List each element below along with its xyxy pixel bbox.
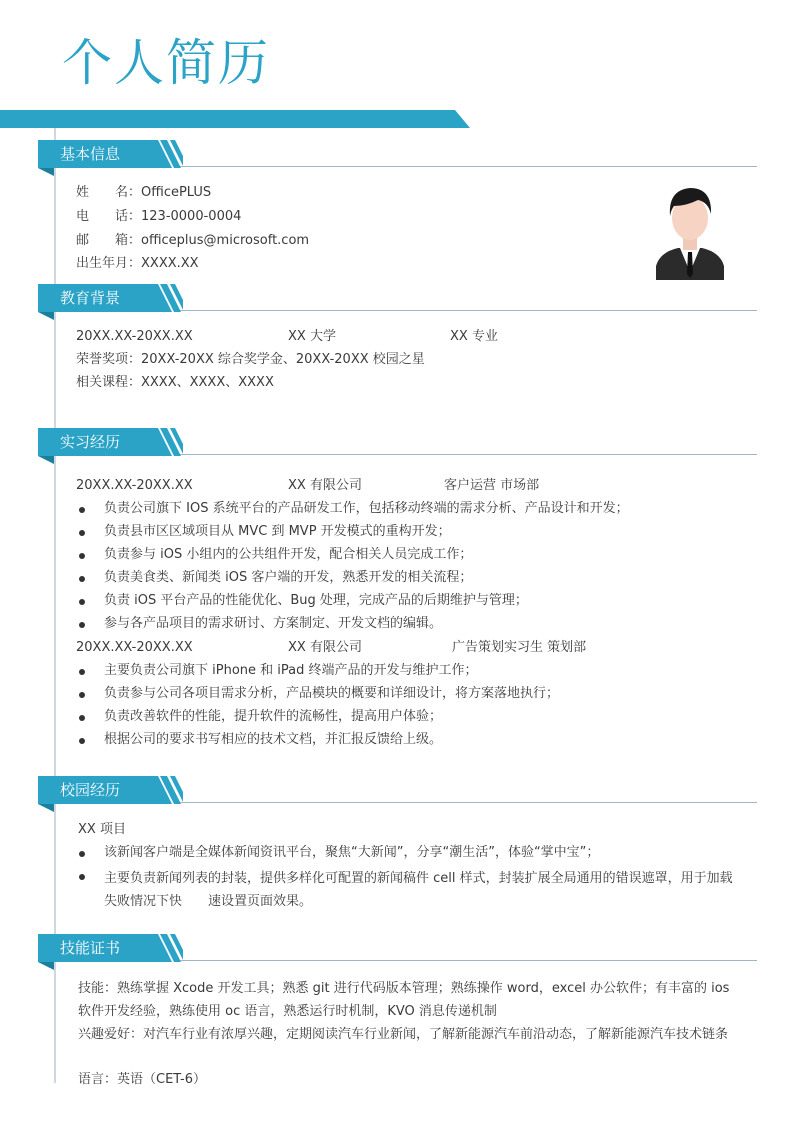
bullet-dot <box>79 692 85 698</box>
job2-period: 20XX.XX-20XX.XX <box>76 640 193 655</box>
section-rule <box>180 960 757 961</box>
job2-role: 广告策划实习生 策划部 <box>452 640 587 655</box>
list-item: 负责参与 iOS 小组内的公共组件开发，配合相关人员完成工作； <box>104 547 473 562</box>
email-row <box>76 232 309 250</box>
bullet-dot <box>79 507 85 513</box>
phone-value: 123-0000-0004 <box>141 209 242 224</box>
skills-tech: 技能：熟练掌握 Xcode 开发工具；熟悉 git 进行代码版本管理；熟练操作 word，excel 办公软件；有丰富的 ios 软件开发经验，熟练使用 oc 语言，熟悉运行时机制，KVO 消息传递机制 <box>78 981 730 1019</box>
name-label: 姓 名： <box>76 185 142 200</box>
birth-label: 出生年月： <box>76 256 142 271</box>
bullet-dot <box>79 738 85 744</box>
edu-major: XX 专业 <box>450 329 498 344</box>
section-header-skills <box>38 934 183 962</box>
page-title: 个人简历 <box>62 34 270 92</box>
phone-row <box>76 208 241 226</box>
birth-value: XXXX.XX <box>141 256 199 271</box>
name-row <box>76 184 211 202</box>
section-rule <box>180 454 757 455</box>
list-item: 负责 iOS 平台产品的性能优化、Bug 处理，完成产品的后期维护与管理； <box>104 593 528 608</box>
name-value: OfficePLUS <box>141 185 212 200</box>
job2-company: XX 有限公司 <box>288 640 362 655</box>
bullet-dot <box>79 553 85 559</box>
email-value: officeplus@microsoft.com <box>141 233 310 248</box>
section-title-campus: 校园经历 <box>60 781 121 799</box>
bullet-dot <box>79 530 85 536</box>
section-title-skills: 技能证书 <box>60 939 121 957</box>
section-rule <box>180 166 757 167</box>
list-item: 负责美食类、新闻类 iOS 客户端的开发，熟悉开发的相关流程； <box>104 570 473 585</box>
list-item: 负责改善软件的性能，提升软件的流畅性，提高用户体验； <box>104 709 443 724</box>
section-header-campus <box>38 776 183 804</box>
skills-hobby: 兴趣爱好：对汽车行业有浓厚兴趣，定期阅读汽车行业新闻，了解新能源汽车前沿动态，了解新能源汽车技术链条 <box>78 1027 729 1042</box>
section-title-internship: 实习经历 <box>60 433 121 451</box>
section-title-education: 教育背景 <box>60 289 121 307</box>
bullet-dot <box>79 622 85 628</box>
birth-row <box>76 255 199 273</box>
list-item: 根据公司的要求书写相应的技术文档，并汇报反馈给上级。 <box>104 732 443 747</box>
job1-company: XX 有限公司 <box>288 478 362 493</box>
list-item: 参与各产品项目的需求研讨、方案制定、开发文档的编辑。 <box>104 616 443 631</box>
bullet-dot <box>79 874 85 880</box>
list-item: 该新闻客户端是全媒体新闻资讯平台，聚焦“大新闻”，分享“潮生活”，体验“掌中宝”； <box>104 845 600 860</box>
section-header-internship <box>38 428 183 456</box>
list-item: 负责公司旗下 IOS 系统平台的产品研发工作，包括移动终端的需求分析、产品设计和开发； <box>104 501 629 516</box>
email-label: 邮 箱： <box>76 233 142 248</box>
bullet-dot <box>79 576 85 582</box>
list-item: 主要负责公司旗下 iPhone 和 iPad 终端产品的开发与维护工作； <box>104 663 478 678</box>
job1-role: 客户运营 市场部 <box>444 478 540 493</box>
section-title-basic: 基本信息 <box>60 145 121 163</box>
campus-project: XX 项目 <box>78 822 126 837</box>
phone-label: 电 话： <box>76 209 142 224</box>
edu-period: 20XX.XX-20XX.XX <box>76 329 193 344</box>
section-header-education <box>38 284 183 312</box>
avatar <box>650 176 730 280</box>
skills-language: 语言：英语（CET-6） <box>78 1072 207 1087</box>
bullet-dot <box>79 599 85 605</box>
bullet-dot <box>79 851 85 857</box>
list-item: 主要负责新闻列表的封装，提供多样化可配置的新闻稿件 cell 样式，封装扩展全局通用的错误遮罩，用于加载失败情况下快 速设置页面效果。 <box>104 871 733 909</box>
job1-period: 20XX.XX-20XX.XX <box>76 478 193 493</box>
section-rule <box>180 802 757 803</box>
bullet-dot <box>79 715 85 721</box>
bullet-dot <box>79 669 85 675</box>
edu-courses: 相关课程：XXXX、XXXX、XXXX <box>76 375 274 390</box>
header-band <box>0 110 470 128</box>
edu-school: XX 大学 <box>288 329 336 344</box>
section-header-basic <box>38 140 183 168</box>
list-item: 负责县市区区域项目从 MVC 到 MVP 开发模式的重构开发； <box>104 524 451 539</box>
edu-honors: 荣誉奖项：20XX-20XX 综合奖学金、20XX-20XX 校园之星 <box>76 352 425 367</box>
list-item: 负责参与公司各项目需求分析，产品模块的概要和详细设计，将方案落地执行； <box>104 686 560 701</box>
section-rule <box>180 310 757 311</box>
